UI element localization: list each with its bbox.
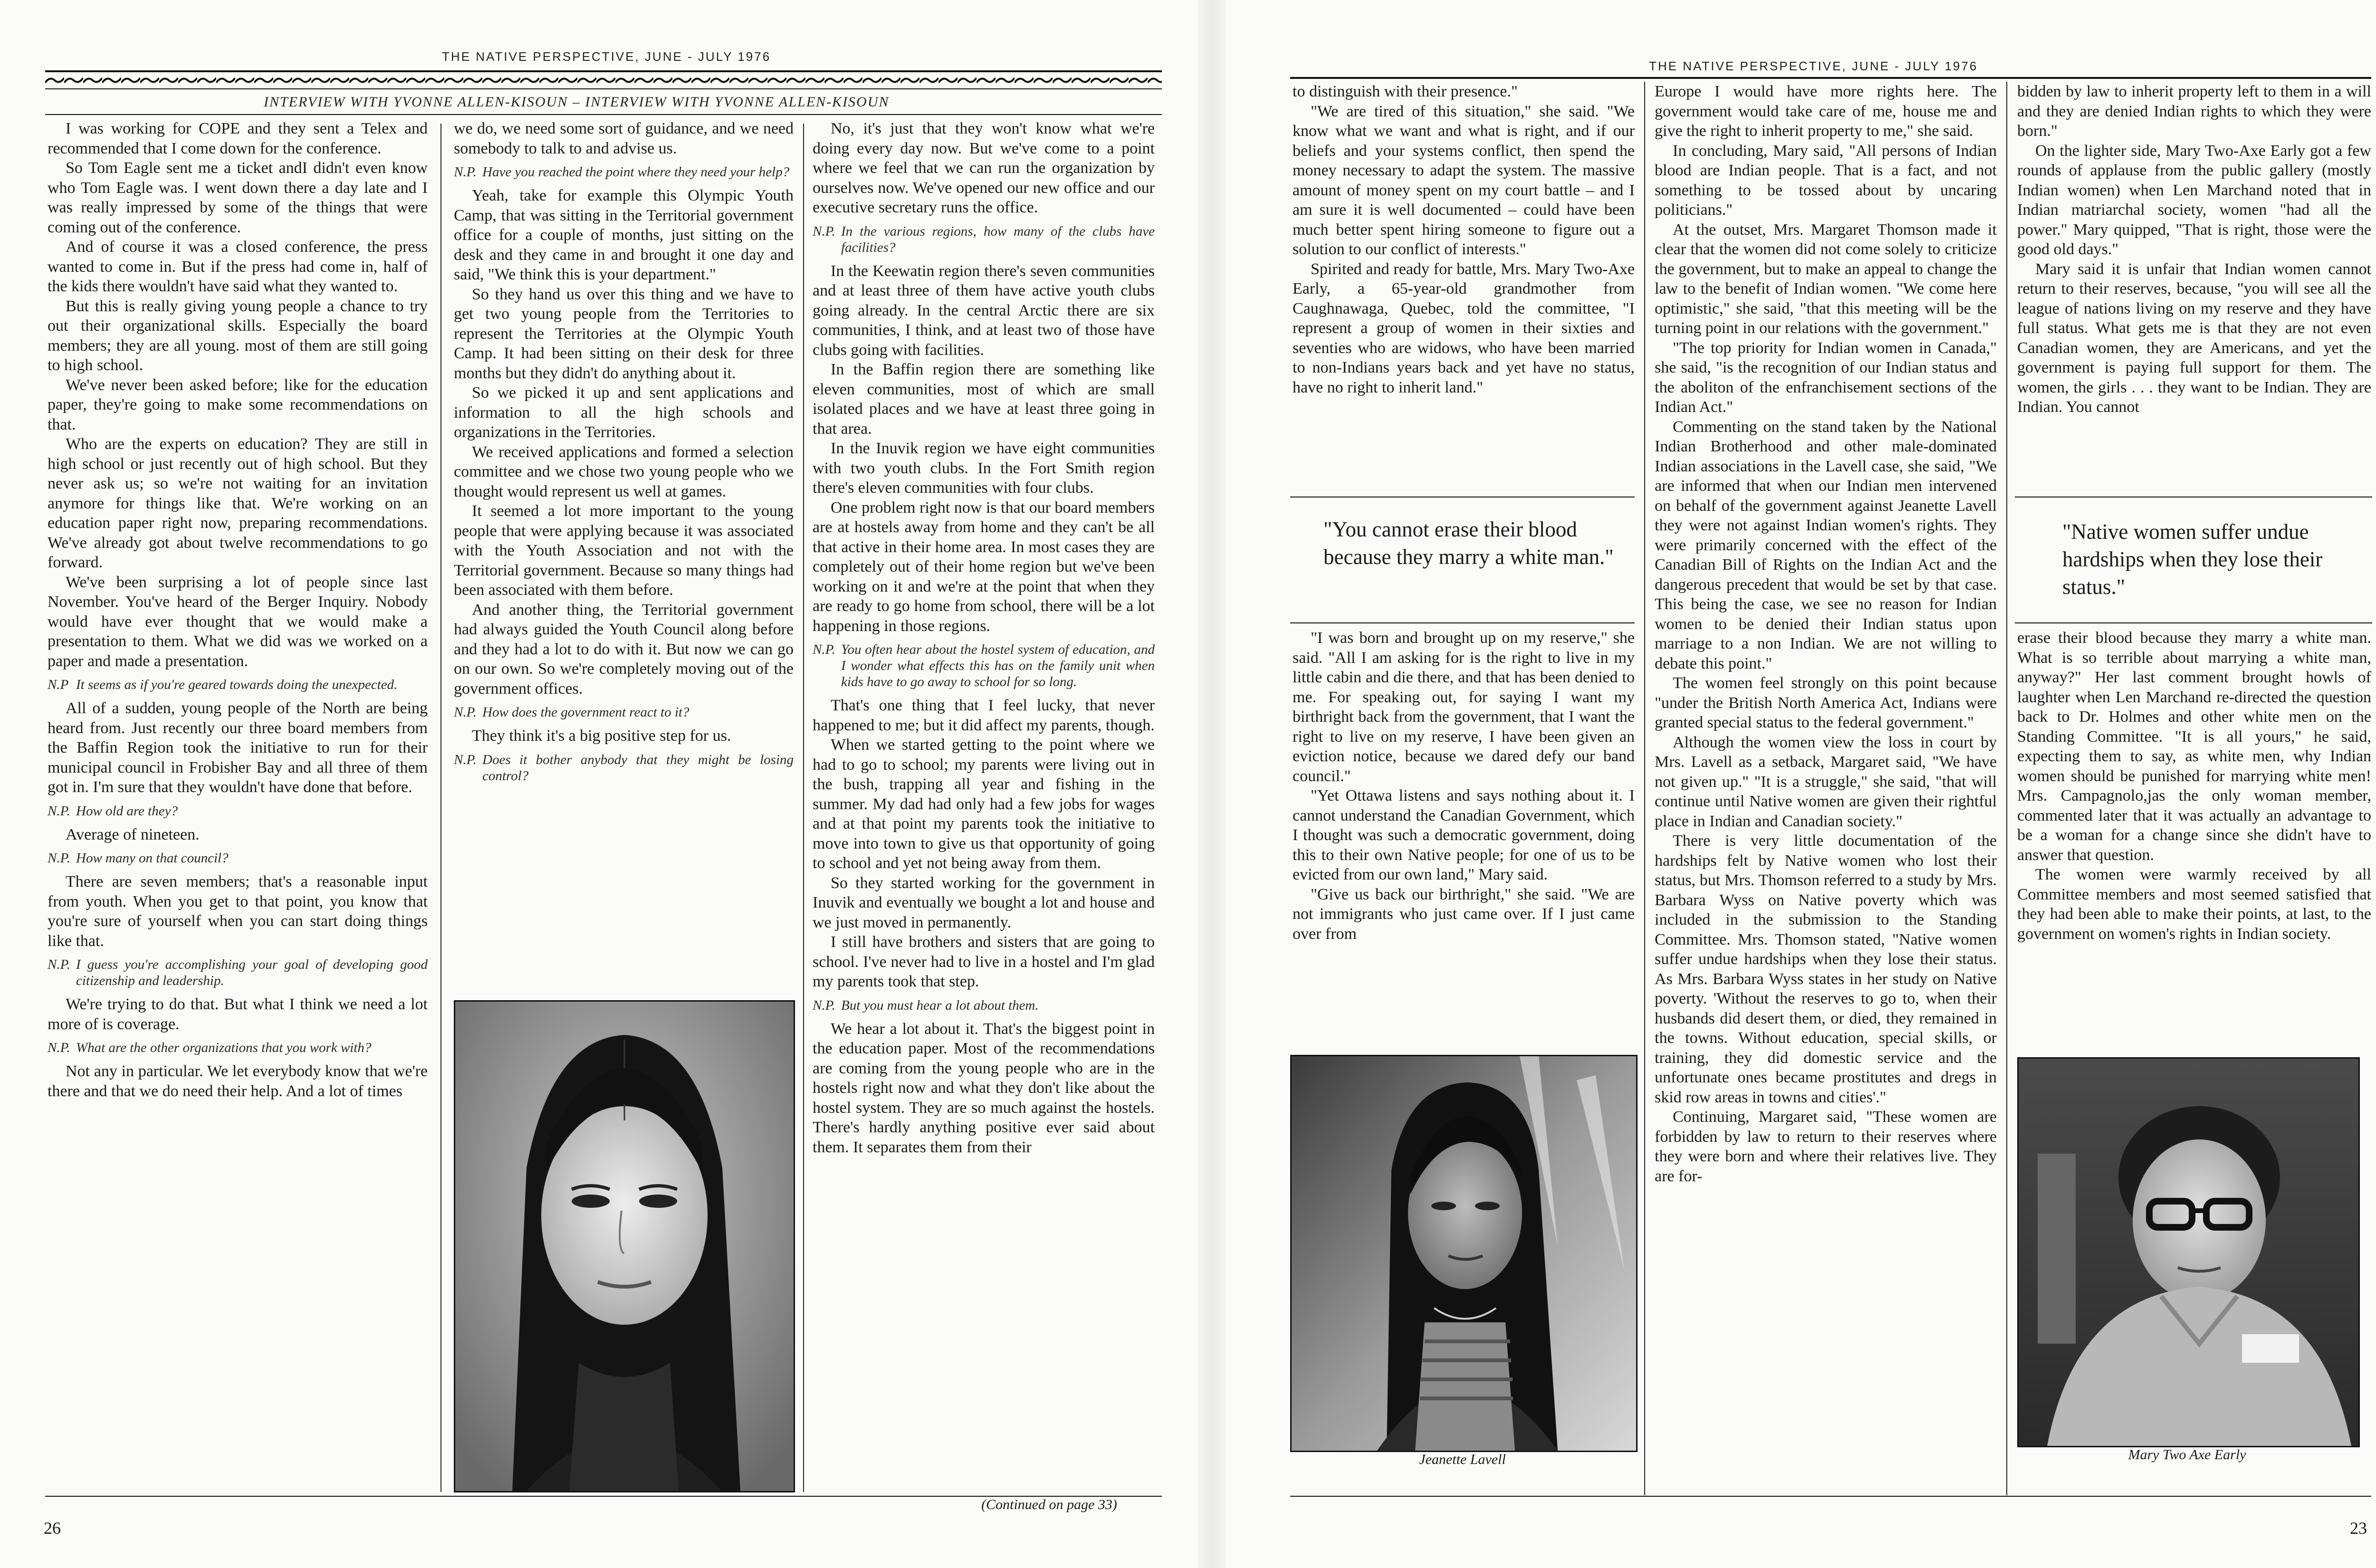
article-paragraph: Yeah, take for example this Olympic Youth Camp, that was sitting in the Territorial government office for a couple of months, just sitting on the desk and they came in and brought it one day and said, "We think this is your department." bbox=[454, 187, 794, 283]
column-divider bbox=[1644, 82, 1645, 1495]
article-paragraph: Mary said it is unfair that Indian women cannot return to their reserves, because, "you will see all the league of nations living on my reserve and they have full status. What gets me is that they are not even Canadian women, they are Americans, and yet the government is paying full support for them. The women, the girls . . . they want to be Indian. They are Indian. You cannot bbox=[2017, 260, 2371, 416]
right-column-3-top bbox=[2017, 82, 2371, 417]
interview-subhead: INTERVIEW WITH YVONNE ALLEN-KISOUN – INTERVIEW WITH YVONNE ALLEN-KISOUN bbox=[264, 94, 890, 110]
article-paragraph: "The top priority for Indian women in Canada," she said, "is the recognition of our Indian status and the aboliton of the enfranchisement sections of the Indian Act." bbox=[1655, 339, 1997, 416]
header-rule-left bbox=[45, 70, 1162, 72]
question-text: Does it bother anybody that they might be losing control? bbox=[482, 752, 794, 784]
interviewer-question bbox=[454, 704, 794, 720]
speaker-tag: N.P. bbox=[813, 223, 835, 239]
article-paragraph: We received applications and formed a selection committee and we chose two young people who we thought would represent us well at games. bbox=[454, 443, 794, 500]
interviewer-question bbox=[454, 164, 794, 180]
speaker-tag: N.P. bbox=[813, 997, 835, 1013]
masthead-right: THE NATIVE PERSPECTIVE, JUNE - JULY 1976 bbox=[1649, 59, 1978, 73]
speaker-tag: N.P. bbox=[454, 705, 477, 720]
article-paragraph: erase their blood because they marry a white man. What is so terrible about marrying a white man, anyway?" Her last comment brought howls of laughter when Len Marchand re-directed the question back to Dr. Holmes and other white men on the Standing Committee. "It is all yours," he said, expecting them to say, as white men, why Indian women should be punished for marrying white men! Mrs. Campagnolo,jas the only woman member, commented later that it was actually an advantage to be a woman for a change since she didn't have to answer that question. bbox=[2017, 629, 2371, 864]
article-paragraph: In concluding, Mary said, "All persons of Indian blood are Indian people. That is a fact, and not something to be tossed about by uncaring politicians." bbox=[1655, 142, 1997, 219]
article-paragraph: So they started working for the government in Inuvik and eventually we bought a lot and house and we just moved in permanently. bbox=[813, 874, 1155, 931]
article-paragraph: bidden by law to inherit property left to them in a will and they are denied Indian rights to which they were born." bbox=[2017, 83, 2371, 140]
portrait-photo-yvonne bbox=[454, 1000, 795, 1492]
footer-rule-right bbox=[1290, 1496, 2371, 1497]
article-paragraph: They think it's a big positive step for us. bbox=[472, 727, 731, 745]
speaker-tag: N.P. bbox=[454, 752, 477, 767]
speaker-tag: N.P. bbox=[48, 851, 70, 866]
article-paragraph: There are seven members; that's a reasonable input from youth. When you get to that point, you know that you're sure of yourself when you can start doing things like that. bbox=[48, 873, 428, 950]
interviewer-question bbox=[48, 956, 428, 989]
article-paragraph: At the outset, Mrs. Margaret Thomson made it clear that the women did not come solely to criticize the government, but to make an appeal to change the law to the benefit of Indian women. "We come here optimistic," she said, "that this meeting will be the turning point in our relations with the government." bbox=[1655, 220, 1997, 337]
article-paragraph: And another thing, the Territorial government had always guided the Youth Council along before and they had a lot to do with it. But now we can go on our own. So we're completely moving out of the government offices. bbox=[454, 601, 794, 698]
pullquote-rule bbox=[2015, 622, 2372, 623]
header-rule-right bbox=[1290, 77, 2371, 79]
article-paragraph: "Yet Ottawa listens and says nothing about it. I cannot understand the Canadian Government, which I thought was such a democratic government, doing this to their own Native people; for one of us to be evicted from our own land," Mary said. bbox=[1293, 787, 1635, 883]
interviewer-question bbox=[48, 677, 428, 693]
article-paragraph: We've never been asked before; like for the education paper, they're going to make some recommendations on that. bbox=[48, 376, 428, 433]
article-paragraph: On the lighter side, Mary Two-Axe Early got a few rounds of applause from the public gallery (mostly Indian women) when Len Marchand noted that in Indian matriarchal society, women "had all the power." Mary quipped, "That is right, those were the good old days." bbox=[2017, 142, 2371, 258]
speaker-tag: N.P. bbox=[48, 957, 70, 972]
question-text: Have you reached the point where they need your help? bbox=[482, 164, 790, 180]
article-paragraph: Although the women view the loss in court by Mrs. Lavell as a setback, Margaret said, "We have not given up." "It is a struggle," she said, "that will continue until Native women are given their rightful place in Indian and Canadian society." bbox=[1655, 733, 1997, 830]
page-number-right: 23 bbox=[2350, 1519, 2367, 1538]
article-paragraph: So Tom Eagle sent me a ticket andI didn't even know who Tom Eagle was. I went down there a day late and I was really impressed by some of the things that were coming out of the conference. bbox=[48, 159, 428, 236]
caption-jeanette: Jeanette Lavell bbox=[1419, 1452, 1506, 1467]
article-paragraph: When we started getting to the point where we had to go to school; my parents were living out in the bush, trapping all year and fishing in the summer. My dad had only had a few jobs for wages and at that point my parents took the initiative to move into town to give us that opportunity of going to school and yet not being away from them. bbox=[813, 736, 1155, 872]
page-number-left: 26 bbox=[44, 1519, 61, 1538]
article-paragraph: There is very little documentation of the hardships felt by Native women who lost their status, but Mrs. Thomson referred to a study by Mrs. Barbara Wyss on Native poverty which was included in the submission to the Standing Committee. Mrs. Thomson stated, "Native women suffer undue hardships when they lose their status. As Mrs. Barbara Wyss states in her study on Native poverty. 'Without the reserves to go to, when their husbands did desert them, or died, they remained in the towns. Without education, special skills, or training, they did domestic service and the unfortunate ones became prostitutes and dregs in skid row areas in towns and cities'." bbox=[1655, 832, 1997, 1106]
article-paragraph: Continuing, Margaret said, "These women are forbidden by law to return to their reserves where they were born and where their relatives live. They are for- bbox=[1655, 1108, 1997, 1185]
speaker-tag: N.P bbox=[48, 677, 69, 692]
right-column-1-bottom bbox=[1293, 628, 1635, 944]
question-text: You often hear about the hostel system of education, and I wonder what effects this has on the family unit when kids have to go away to school for so long. bbox=[841, 642, 1155, 689]
question-text: What are the other organizations that you work with? bbox=[76, 1040, 372, 1055]
article-paragraph: We hear a lot about it. That's the biggest point in the education paper. Most of the recommendations are coming from the young people who are in the hostels right now and what they don't like about the hostel system. They are so much against the hostels. There's hardly anything positive ever said about them. It separates them from their bbox=[813, 1020, 1155, 1156]
article-paragraph: And of course it was a closed conference, the press wanted to come in. But if the press had come in, half of the kids there wouldn't have said what they wanted to. bbox=[48, 238, 428, 295]
interviewer-question bbox=[813, 641, 1155, 690]
left-column-3 bbox=[813, 119, 1155, 1157]
question-text: How old are they? bbox=[76, 803, 178, 819]
speaker-tag: N.P. bbox=[48, 803, 70, 819]
column-divider bbox=[2006, 82, 2007, 1495]
article-paragraph: In the Keewatin region there's seven communities and at least three of them have active youth clubs going already. In the central Arctic there are six communities, I think, and at least two of those have clubs going with facilities. bbox=[813, 262, 1155, 359]
column-divider bbox=[803, 124, 804, 1492]
article-paragraph: "I was born and brought up on my reserve," she said. "All I am asking for is the right to live in my little cabin and die there, and that has been denied to me. For speaking out, for saying I want my birthright back from the government, that I want the right to live on my reserve, I have been given an eviction notice, because we dared defy our band council." bbox=[1293, 629, 1635, 785]
speaker-tag: N.P. bbox=[48, 1040, 70, 1055]
question-text: It seems as if you're geared towards doing the unexpected. bbox=[76, 677, 398, 692]
question-text: I guess you're accomplishing your goal of developing good citizenship and leadership. bbox=[76, 957, 428, 988]
interviewer-question bbox=[48, 850, 428, 866]
interviewer-question bbox=[813, 997, 1155, 1013]
article-paragraph: So we picked it up and sent applications and information to all the high schools and organizations in the Territories. bbox=[454, 384, 794, 441]
speaker-tag: N.P. bbox=[454, 164, 477, 180]
question-text: How many on that council? bbox=[76, 851, 229, 866]
article-paragraph: "Give us back our birthright," she said. "We are not immigrants who just came over. If I just came over from bbox=[1293, 885, 1635, 943]
article-paragraph: So they hand us over this thing and we have to get two young people from the Territories to represent the Territories at the Olympic Youth Camp. It had been sitting on their desk for three months but they didn't do anything about it. bbox=[454, 285, 794, 382]
article-paragraph: That's one thing that I feel lucky, that never happened to me; but it did affect my parents, though. bbox=[813, 697, 1155, 734]
interviewer-question bbox=[454, 752, 794, 784]
left-column-2 bbox=[454, 119, 794, 790]
right-column-1-top bbox=[1293, 82, 1635, 397]
article-paragraph: to distinguish with their presence." bbox=[1293, 83, 1518, 100]
article-paragraph: I was working for COPE and they sent a Telex and recommended that I come down for the conference. bbox=[48, 120, 428, 157]
caption-mary: Mary Two Axe Early bbox=[2128, 1447, 2246, 1463]
article-paragraph: Commenting on the stand taken by the National Indian Brotherhood and other male-dominated Indian associations in the Lavell case, she said, "We are informed that when our Indian men intervened on behalf of the government against Jeanette Lavell they were not against Indian women's rights. They were primarily concerned with the effect of the Canadian Bill of Rights on the Indian Act and the dangerous precedent that would be set by that case. This being the case, we see no reason for Indian women to be denied their Indian status upon marriage to a non Indian. We are not willing to debate this point." bbox=[1655, 418, 1997, 672]
question-text: In the various regions, how many of the clubs have facilities? bbox=[841, 223, 1155, 255]
article-paragraph: All of a sudden, young people of the North are being heard from. Just recently our three board members from the Baffin Region took the initiative to run for their municipal council in Frobisher Bay and all three of them got in. I'm sure that they wouldn't have done that before. bbox=[48, 699, 428, 796]
article-paragraph: No, it's just that they won't know what we're doing every day now. But we've come to a point where we feel that we can run the organization by ourselves now. We've opened our new office and our executive secretary runs the office. bbox=[813, 120, 1155, 216]
article-paragraph: We're trying to do that. But what I think we need a lot more of is coverage. bbox=[48, 995, 428, 1033]
article-paragraph: Who are the experts on education? They are still in high school or just recently out of high school. But they never ask us; so we're not waiting for an invitation anymore for things like that. We're working on an education paper right now, preparing recommendations. We've already got about twelve recommendations to go forward. bbox=[48, 435, 428, 571]
article-paragraph: The women were warmly received by all Committee members and most seemed satisfied that they had been able to make their points, at last, to the government on women's rights in Indian society. bbox=[2017, 866, 2371, 943]
article-paragraph: We've been surprising a lot of people since last November. You've heard of the Berger Inquiry. Nobody would have ever thought that we would make a presentation to them. What we did was we worked on a paper and made a presentation. bbox=[48, 573, 428, 670]
article-paragraph: "We are tired of this situation," she said. "We know what we want and what is right, and if our beliefs and your systems conflict, then spend the money necessary to adapt the system. The massive amount of money spent on my court battle – and I am sure it is well documented – could have been much better spent hiring someone to figure out a solution to our conflict of interests." bbox=[1293, 102, 1635, 258]
right-column-2 bbox=[1655, 82, 1997, 1186]
continued-note: (Continued on page 33) bbox=[981, 1497, 1117, 1512]
masthead-left: THE NATIVE PERSPECTIVE, JUNE - JULY 1976 bbox=[442, 49, 771, 64]
article-paragraph: I still have brothers and sisters that are going to school. I've never had to live in a hostel and I'm glad my parents took that step. bbox=[813, 933, 1155, 990]
subhead-rule bbox=[45, 114, 1162, 115]
article-paragraph: Average of nineteen. bbox=[66, 825, 200, 843]
left-column-1 bbox=[48, 119, 428, 1101]
article-paragraph: Spirited and ready for battle, Mrs. Mary Two-Axe Early, a 65-year-old grandmother from Caughnawaga, Quebec, told the committee, "I represent a group of women in their sixties and seventies who are widows, who have been married to non-Indians years back and yet have no status, have no right to inherit land." bbox=[1293, 260, 1635, 396]
article-paragraph: The women feel strongly on this point because "under the British North America Act, Indians were granted special status to the federal government." bbox=[1655, 674, 1997, 731]
article-paragraph: It seemed a lot more important to the young people that were applying because it was associated with the Youth Association and not with the Territorial government. Because so many things had been associated with them before. bbox=[454, 502, 794, 599]
question-text: But you must hear a lot about them. bbox=[841, 997, 1039, 1013]
pull-quote-hardships: "Native women suffer undue hardships when they lose their status." bbox=[2062, 520, 2323, 599]
pullquote-rule bbox=[1290, 622, 1635, 623]
article-paragraph: In the Baffin region there are something like eleven communities, most of which are small isolated places and we have at least three going in that area. bbox=[813, 361, 1155, 438]
interviewer-question bbox=[48, 1040, 428, 1056]
question-text: How does the government react to it? bbox=[482, 705, 690, 720]
article-paragraph: In the Inuvik region we have eight communities with two youth clubs. In the Fort Smith region there's eleven communities with four clubs. bbox=[813, 440, 1155, 497]
pull-quote-lavell: "You cannot erase their blood because they marry a white man." bbox=[1323, 517, 1614, 569]
article-paragraph: One problem right now is that our board members are at hostels away from home and they can't be all that active in their home area. In most cases they are completely out of their home region but we've been working on it and we're at the point that when they are ready to go home from school, there will be a lot happening in those regions. bbox=[813, 498, 1155, 635]
page-gutter bbox=[1198, 0, 1226, 1568]
article-paragraph: But this is really giving young people a chance to try out their organizational skills. Especially the board members; they are all young. most of them are still going to high school. bbox=[48, 297, 428, 374]
right-column-3-bottom bbox=[2017, 628, 2371, 944]
portrait-photo-mary bbox=[2017, 1057, 2360, 1447]
interviewer-question bbox=[48, 803, 428, 819]
article-paragraph: Not any in particular. We let everybody know that we're there and that we do need their help. And a lot of times bbox=[48, 1062, 428, 1100]
speaker-tag: N.P. bbox=[813, 642, 835, 657]
wave-border-ornament-left bbox=[45, 75, 1162, 86]
portrait-photo-jeanette bbox=[1290, 1055, 1638, 1452]
article-paragraph: we do, we need some sort of guidance, and we need somebody to talk to and advise us. bbox=[454, 120, 794, 157]
header-rule-left-2 bbox=[45, 88, 1162, 89]
article-paragraph: Europe I would have more rights here. The government would take care of me, house me and give the right to inherit property to me," she said. bbox=[1655, 83, 1997, 140]
interviewer-question bbox=[813, 223, 1155, 256]
